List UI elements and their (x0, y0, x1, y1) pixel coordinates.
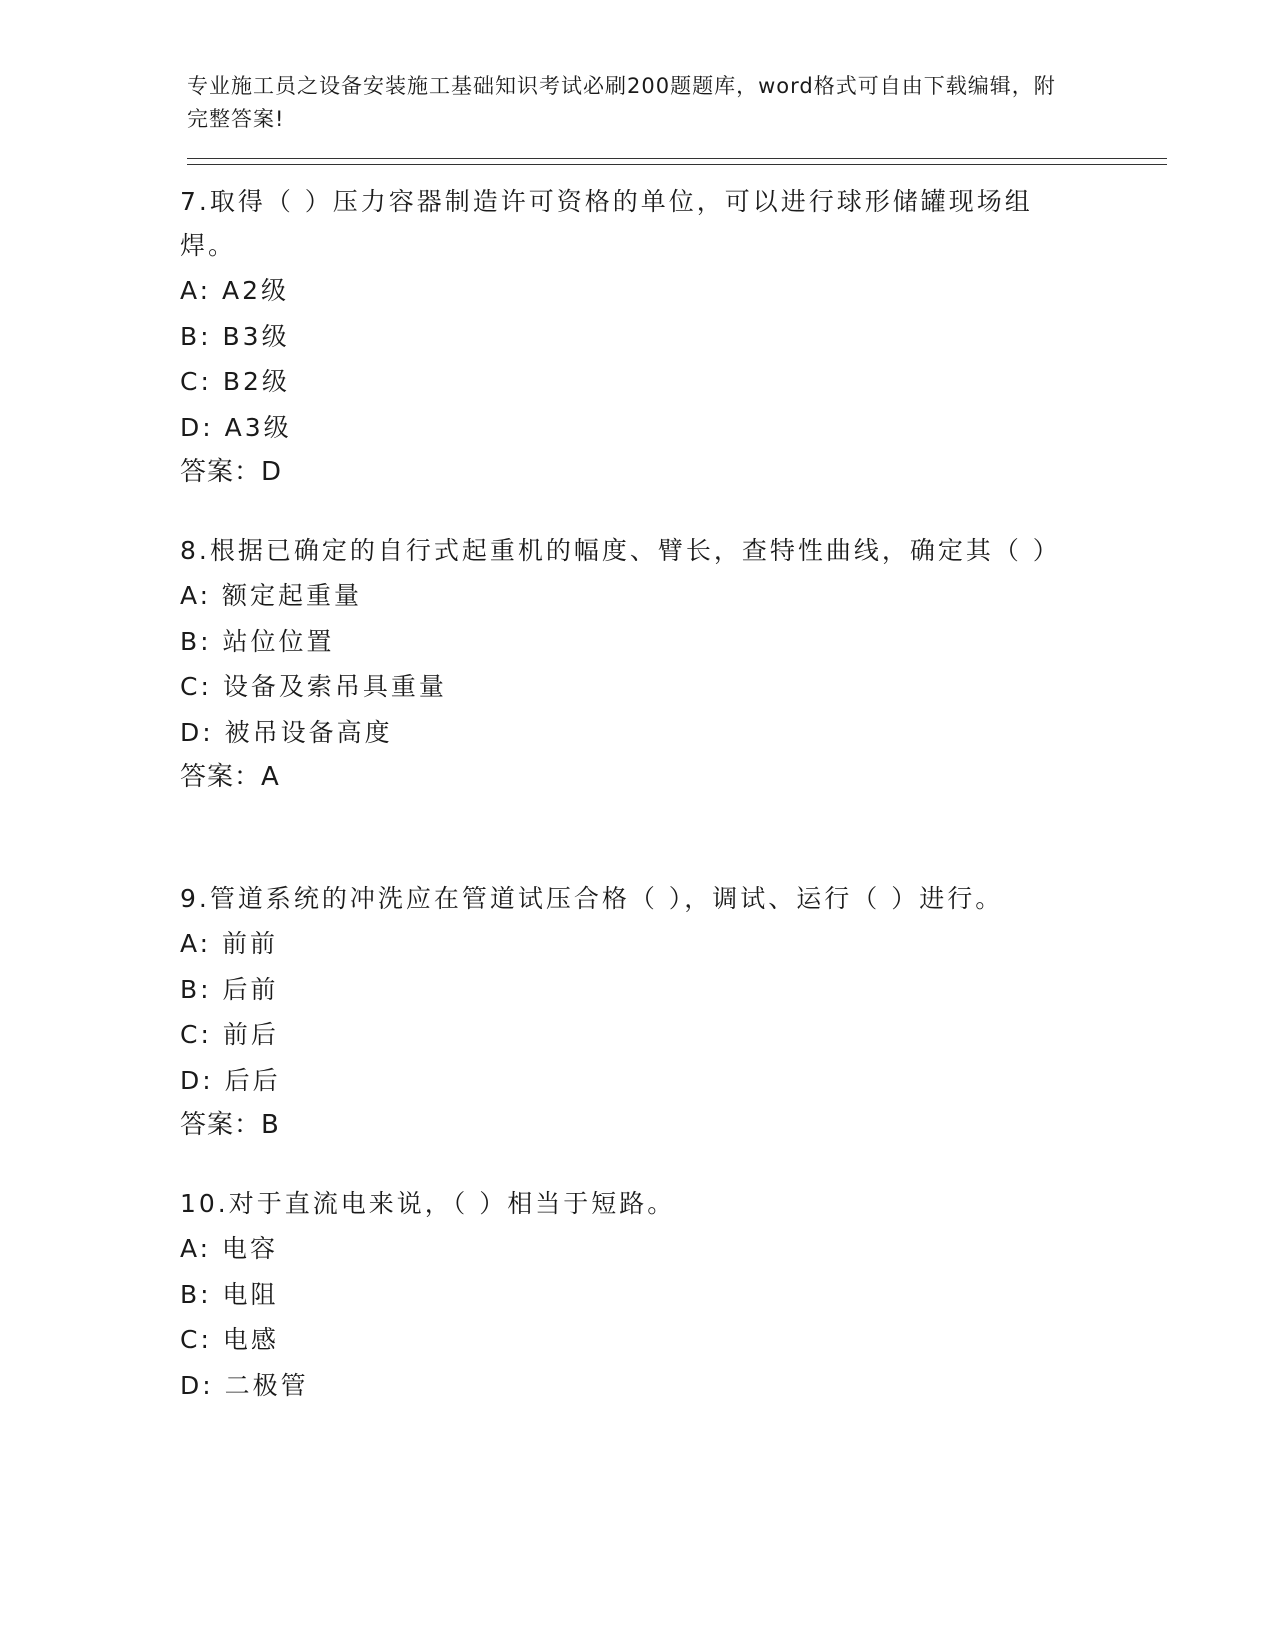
option-d: D: 被吊设备高度 (180, 717, 393, 747)
option-b: B: 后前 (180, 974, 279, 1004)
question-stem: 7.取得（ ）压力容器制造许可资格的单位，可以进行球形储罐现场组焊。 (180, 187, 1033, 260)
option-a: A: 电容 (180, 1234, 279, 1263)
option-d: D: A3级 (180, 412, 292, 442)
option-c: C: 前后 (180, 1020, 279, 1049)
question-stem: 8.根据已确定的自行式起重机的幅度、臂长，查特性曲线，确定其（ ） (180, 536, 1061, 565)
header-divider (187, 158, 1167, 165)
document-header: 专业施工员之设备安装施工基础知识考试必刷200题题库，word格式可自由下载编辑，附完整答案! (187, 74, 1056, 131)
option-a: A: A2级 (180, 276, 290, 305)
option-b: B: 电阻 (180, 1279, 279, 1309)
question-8 (180, 529, 1080, 800)
question-10 (180, 1182, 1080, 1408)
question-9 (180, 877, 1080, 1148)
question-stem: 10.对于直流电来说，（ ）相当于短路。 (180, 1189, 676, 1218)
document-page (187, 70, 1167, 165)
option-d: D: 二极管 (180, 1370, 309, 1400)
option-d: D: 后后 (180, 1065, 281, 1095)
option-c: C: 电感 (180, 1325, 279, 1354)
option-a: A: 前前 (180, 929, 279, 958)
option-a: A: 额定起重量 (180, 581, 363, 610)
question-stem: 9.管道系统的冲洗应在管道试压合格（ ），调试、运行（ ）进行。 (180, 884, 1004, 913)
answer: 答案：B (180, 1110, 280, 1140)
answer: 答案：D (180, 457, 283, 487)
option-c: C: 设备及索吊具重量 (180, 672, 447, 701)
question-7 (180, 180, 1080, 495)
option-b: B: B3级 (180, 321, 290, 351)
answer: 答案：A (180, 762, 280, 792)
option-c: C: B2级 (180, 367, 290, 396)
option-b: B: 站位位置 (180, 626, 335, 656)
